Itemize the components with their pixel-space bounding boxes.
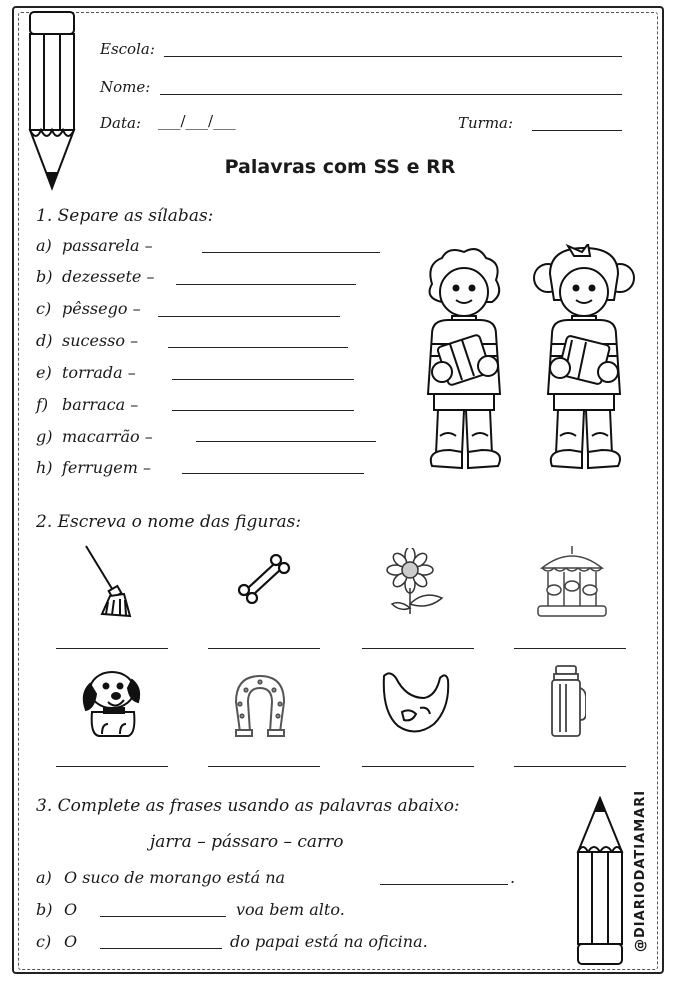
answer-line[interactable] — [208, 766, 320, 767]
list-item-word: macarrão – — [62, 427, 153, 446]
dog-icon — [78, 664, 144, 740]
sentence-end: do papai está na oficina. — [230, 932, 428, 951]
bone-icon — [234, 554, 294, 604]
answer-line[interactable] — [208, 648, 320, 649]
answer-line[interactable] — [362, 766, 474, 767]
sunflower-icon — [384, 548, 448, 616]
sentence-blank[interactable] — [100, 916, 226, 917]
sentence-end: voa bem alto. — [236, 900, 345, 919]
list-item-label: a) — [36, 236, 52, 255]
sentence-text: O — [64, 932, 78, 951]
section2-heading: 2. Escreva o nome das figuras: — [36, 512, 302, 532]
list-item-word: passarela – — [62, 236, 153, 255]
pencil-bottom-icon — [572, 796, 628, 968]
word-bank: jarra – pássaro – carro — [150, 832, 344, 852]
list-item-label: d) — [36, 331, 53, 350]
sentence-label: b) — [36, 900, 53, 919]
sentence-text: O — [64, 900, 78, 919]
children-illustration — [412, 244, 638, 484]
answer-line[interactable] — [202, 252, 380, 253]
answer-line[interactable] — [362, 648, 474, 649]
list-item-label: e) — [36, 363, 52, 382]
answer-line[interactable] — [514, 648, 626, 649]
watermark-handle: @DIARIODATIAMARI — [633, 789, 648, 952]
bib-icon — [380, 668, 450, 738]
turma-field[interactable] — [532, 130, 622, 131]
answer-line[interactable] — [172, 410, 354, 411]
data-field[interactable]: ___/___/___ — [158, 112, 236, 130]
answer-line[interactable] — [56, 648, 168, 649]
list-item-word: barraca – — [62, 395, 139, 414]
boy-icon — [428, 249, 500, 468]
list-item-word: torrada – — [62, 363, 136, 382]
answer-line[interactable] — [56, 766, 168, 767]
carousel-icon — [534, 544, 610, 618]
escola-field[interactable] — [164, 56, 622, 57]
list-item-word: sucesso – — [62, 331, 139, 350]
escola-label: Escola: — [100, 40, 155, 58]
sentence-label: a) — [36, 868, 52, 887]
answer-line[interactable] — [168, 347, 348, 348]
thermos-icon — [546, 664, 586, 740]
turma-label: Turma: — [458, 114, 514, 132]
list-item-label: h) — [36, 458, 53, 477]
page-title: Palavras com SS e RR — [224, 156, 456, 178]
list-item-word: ferrugem – — [62, 458, 151, 477]
list-item-label: f) — [36, 395, 49, 414]
answer-line[interactable] — [172, 379, 354, 380]
data-label: Data: — [100, 114, 141, 132]
answer-line[interactable] — [182, 473, 364, 474]
list-item-word: pêssego – — [62, 299, 141, 318]
nome-field[interactable] — [160, 94, 622, 95]
sentence-label: c) — [36, 932, 52, 951]
answer-line[interactable] — [158, 316, 340, 317]
girl-icon — [534, 244, 634, 468]
answer-line[interactable] — [514, 766, 626, 767]
list-item-label: c) — [36, 299, 52, 318]
sentence-blank[interactable] — [100, 948, 222, 949]
broom-icon — [80, 544, 140, 618]
list-item-label: g) — [36, 427, 53, 446]
list-item-label: b) — [36, 267, 53, 286]
answer-line[interactable] — [176, 284, 356, 285]
sentence-end: . — [510, 868, 516, 887]
section1-heading: 1. Separe as sílabas: — [36, 206, 214, 226]
horseshoe-icon — [230, 672, 290, 738]
nome-label: Nome: — [100, 78, 151, 96]
section3-heading: 3. Complete as frases usando as palavras abaixo: — [36, 796, 460, 816]
list-item-word: dezessete – — [62, 267, 155, 286]
answer-line[interactable] — [196, 441, 376, 442]
sentence-blank[interactable] — [380, 884, 508, 885]
sentence-text: O suco de morango está na — [64, 868, 286, 887]
